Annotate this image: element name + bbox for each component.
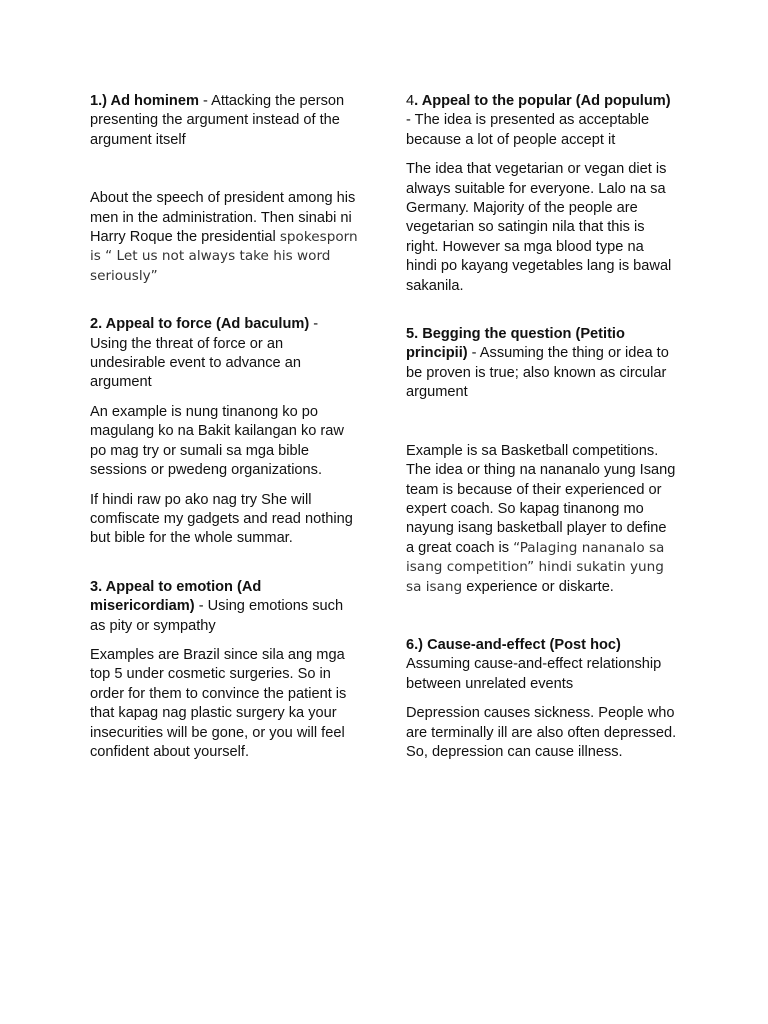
example-quote-text: spokesporn is “ Let us not always take his word seriously” — [90, 229, 358, 284]
section-cause-and-effect — [406, 636, 678, 694]
example-text: Example is sa Basketball competitions. The idea or thing na nananalo yung Isang team is because of their experienced or expert coach. So kapag tinanong mo nayung isang basketball player to define a great coach is — [406, 442, 676, 556]
section-title: 6.) Cause-and-effect (Post hoc) — [406, 636, 621, 653]
example-paragraph — [406, 442, 678, 597]
example-paragraph: If hindi raw po ako nag try She will comfiscate my gadgets and read nothing but bible for the whole summar. — [90, 491, 353, 547]
example-paragraph: An example is nung tinanong ko po magulang ko na Bakit kailangan ko raw po mag try or sumali sa mga bible sessions or pwedeng organizations. — [90, 403, 344, 479]
section-appeal-to-force — [90, 315, 358, 393]
section-begging-the-question — [406, 325, 678, 403]
section-definition: - Using the threat of force or an undesirable event to advance an argument — [90, 316, 319, 391]
section-title: 2. Appeal to force (Ad baculum) — [90, 316, 310, 333]
right-column — [406, 92, 678, 762]
example-paragraph: The idea that vegetarian or vegan diet is always suitable for everyone. Lalo na sa Germany. Majority of the people are vegetarian so satingin nila that this is right. However sa mga blood type na hindi po kayang vegetables lang is bawal sakanila. — [406, 161, 672, 294]
example-paragraph: Depression causes sickness. People who are terminally ill are also often depressed. So, depression can cause illness. — [406, 705, 677, 760]
example-quote-text: “Palaging nananalo sa isang competition” hindi sukatin yung sa isang — [406, 539, 665, 595]
section-definition: - The idea is presented as acceptable because a lot of people accept it — [406, 112, 650, 148]
section-definition: Assuming cause-and-effect relationship between unrelated events — [406, 656, 662, 692]
section-title: 5. Begging the question (Petitio principii) — [406, 326, 625, 362]
left-column — [90, 92, 358, 762]
section-title: 1.) Ad hominem — [90, 93, 199, 109]
section-definition: - Attacking the person presenting the argument instead of the argument itself — [90, 93, 345, 148]
section-appeal-to-popular — [406, 92, 678, 150]
example-text: About the speech of president among his men in the administration. Then sinabi ni Harry Roque the presidential — [90, 190, 356, 246]
section-definition: - Assuming the thing or idea to be proven is true; also known as circular argument — [406, 345, 669, 401]
section-definition: - Using emotions such as pity or sympathy — [90, 598, 344, 634]
example-paragraph — [90, 189, 358, 286]
example-paragraph: Examples are Brazil since sila ang mga top 5 under cosmetic surgeries. So in order for them to convince the patient is that kapag nag plastic surgery ka your insecurities will be gone, or you will feel confident about yourself. — [90, 646, 347, 760]
example-text: experience or diskarte. — [462, 578, 614, 595]
section-title: . Appeal to the popular (Ad populum) — [414, 93, 671, 109]
section-ad-hominem — [90, 92, 358, 150]
section-appeal-to-emotion — [90, 578, 358, 636]
section-number: 4 — [406, 93, 415, 109]
section-title: 3. Appeal to emotion (Ad misericordiam) — [90, 578, 262, 615]
